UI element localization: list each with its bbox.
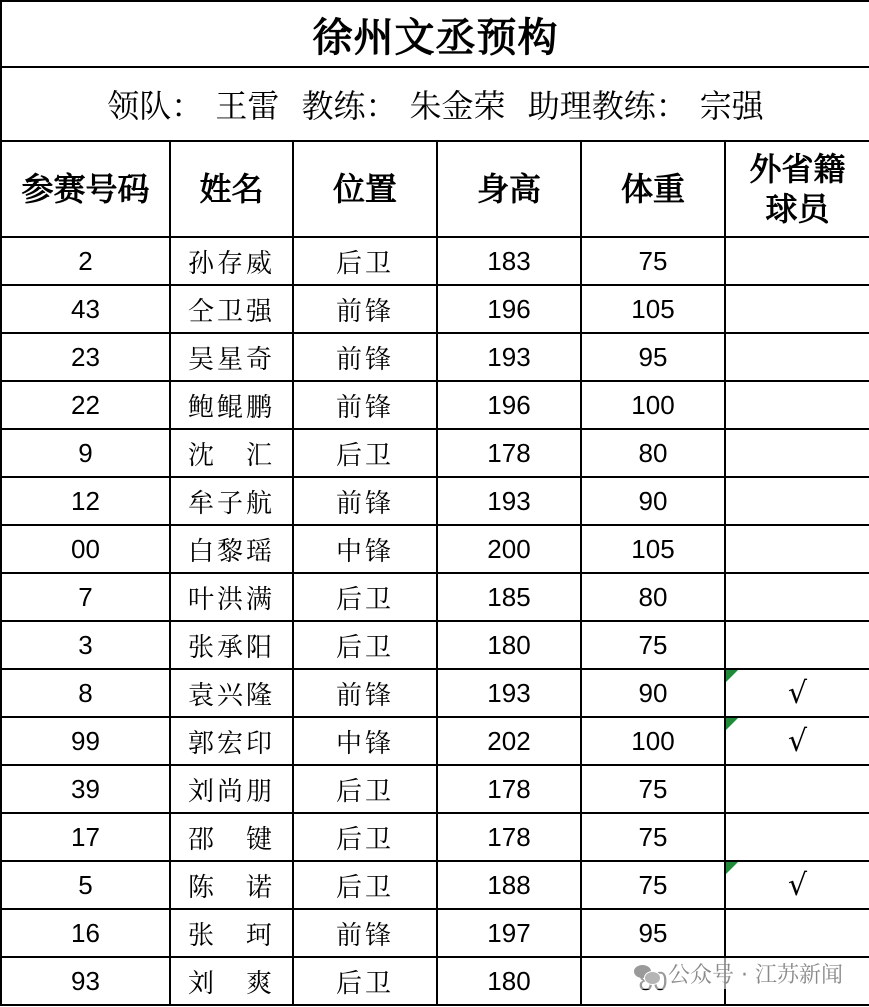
- cell-weight: 75: [581, 237, 725, 285]
- cell-height: 183: [437, 237, 581, 285]
- leader-name: 王雷: [215, 87, 280, 125]
- cell-number: 16: [1, 909, 170, 957]
- watermark-text: 公众号 · 江苏新闻: [668, 963, 843, 988]
- cell-out-of-province: [725, 429, 869, 477]
- table-row: [1, 285, 869, 333]
- table-row: [1, 861, 869, 909]
- cell-weight: 105: [581, 525, 725, 573]
- cell-weight: 95: [581, 909, 725, 957]
- cell-weight: 75: [581, 765, 725, 813]
- cell-number: 8: [1, 669, 170, 717]
- cell-number: 22: [1, 381, 170, 429]
- coach-name: 朱金荣: [409, 87, 506, 125]
- cell-name: 叶洪满: [170, 573, 293, 621]
- cell-position: 后卫: [293, 765, 437, 813]
- cell-weight: 75: [581, 621, 725, 669]
- cell-position: 后卫: [293, 573, 437, 621]
- cell-weight: 95: [581, 333, 725, 381]
- cell-out-of-province: [725, 909, 869, 957]
- cell-position: 中锋: [293, 525, 437, 573]
- cell-height: 202: [437, 717, 581, 765]
- cell-weight: 100: [581, 717, 725, 765]
- cell-weight: 90: [581, 477, 725, 525]
- cell-name: 吴星奇: [170, 333, 293, 381]
- cell-out-of-province: [725, 717, 869, 765]
- cell-position: 前锋: [293, 333, 437, 381]
- cell-number: 93: [1, 957, 170, 1005]
- cell-height: 193: [437, 477, 581, 525]
- cell-name: 沈 汇: [170, 429, 293, 477]
- cell-height: 188: [437, 861, 581, 909]
- header-number: 参赛号码: [1, 141, 170, 237]
- cell-name: 陈 诺: [170, 861, 293, 909]
- cell-name: 牟子航: [170, 477, 293, 525]
- cell-number: 23: [1, 333, 170, 381]
- cell-out-of-province: [725, 381, 869, 429]
- cell-height: 196: [437, 381, 581, 429]
- cell-height: 178: [437, 429, 581, 477]
- header-out-of-province-line1: 外省籍: [749, 150, 846, 188]
- table-row: [1, 429, 869, 477]
- cell-height: 193: [437, 669, 581, 717]
- cell-position: 后卫: [293, 429, 437, 477]
- cell-number: 39: [1, 765, 170, 813]
- staff-row: [1, 67, 869, 141]
- cell-position: 后卫: [293, 621, 437, 669]
- cell-position: 后卫: [293, 957, 437, 1005]
- cell-position: 后卫: [293, 237, 437, 285]
- cell-number: 9: [1, 429, 170, 477]
- assistant-coach-label: 助理教练：: [527, 87, 688, 125]
- cell-number: 2: [1, 237, 170, 285]
- cell-number: 3: [1, 621, 170, 669]
- table-row: [1, 477, 869, 525]
- table-row: [1, 381, 869, 429]
- cell-name: 张承阳: [170, 621, 293, 669]
- header-name: 姓名: [170, 141, 293, 237]
- coach-label: 教练：: [301, 87, 398, 125]
- cell-out-of-province: [725, 621, 869, 669]
- cell-name: 邵 键: [170, 813, 293, 861]
- cell-out-of-province: [725, 813, 869, 861]
- cell-name: 仝卫强: [170, 285, 293, 333]
- cell-weight: 105: [581, 285, 725, 333]
- cell-name: 刘尚朋: [170, 765, 293, 813]
- cell-weight: 100: [581, 381, 725, 429]
- table-row: [1, 525, 869, 573]
- cell-weight: 80: [581, 573, 725, 621]
- assistant-coach-name: 宗强: [699, 87, 764, 125]
- cell-number: 17: [1, 813, 170, 861]
- cell-position: 后卫: [293, 861, 437, 909]
- team-title: 徐州文丞预构: [1, 1, 869, 67]
- cell-weight: 75: [581, 813, 725, 861]
- cell-position: 前锋: [293, 477, 437, 525]
- cell-name: 刘 爽: [170, 957, 293, 1005]
- cell-number: 43: [1, 285, 170, 333]
- header-height: 身高: [437, 141, 581, 237]
- cell-number: 99: [1, 717, 170, 765]
- leader-label: 领队：: [107, 87, 204, 125]
- cell-height: 197: [437, 909, 581, 957]
- cell-name: 张 珂: [170, 909, 293, 957]
- cell-out-of-province: [725, 765, 869, 813]
- cell-height: 193: [437, 333, 581, 381]
- staff-info: [1, 67, 869, 141]
- title-row: [1, 1, 869, 67]
- cell-name: 郭宏印: [170, 717, 293, 765]
- cell-position: 前锋: [293, 285, 437, 333]
- cell-position: 后卫: [293, 813, 437, 861]
- cell-out-of-province: [725, 861, 869, 909]
- cell-height: 180: [437, 957, 581, 1005]
- cell-out-of-province: [725, 669, 869, 717]
- cell-out-of-province: [725, 237, 869, 285]
- table-row: [1, 765, 869, 813]
- cell-height: 196: [437, 285, 581, 333]
- table-row: [1, 237, 869, 285]
- cell-number: 00: [1, 525, 170, 573]
- table-row: [1, 813, 869, 861]
- cell-out-of-province: [725, 525, 869, 573]
- header-out-of-province-line2: 球员: [765, 190, 830, 228]
- cell-height: 178: [437, 765, 581, 813]
- table-row: [1, 909, 869, 957]
- check-mark: √: [787, 867, 808, 903]
- header-row: [1, 141, 869, 237]
- comment-flag-icon: [726, 670, 738, 682]
- cell-name: 鲍鲲鹏: [170, 381, 293, 429]
- table-row: [1, 333, 869, 381]
- header-weight: 体重: [581, 141, 725, 237]
- table-row: [1, 717, 869, 765]
- cell-number: 5: [1, 861, 170, 909]
- cell-weight: 90: [581, 669, 725, 717]
- cell-out-of-province: [725, 477, 869, 525]
- check-mark: √: [787, 675, 808, 711]
- cell-weight: 75: [581, 861, 725, 909]
- cell-position: 前锋: [293, 669, 437, 717]
- check-mark: √: [787, 723, 808, 759]
- cell-name: 孙存威: [170, 237, 293, 285]
- cell-weight: 80: [581, 429, 725, 477]
- cell-height: 180: [437, 621, 581, 669]
- cell-position: 中锋: [293, 717, 437, 765]
- cell-out-of-province: [725, 573, 869, 621]
- table-row: [1, 669, 869, 717]
- cell-out-of-province: [725, 285, 869, 333]
- table-row: [1, 621, 869, 669]
- cell-height: 185: [437, 573, 581, 621]
- watermark: [634, 958, 843, 989]
- wechat-icon: [634, 963, 660, 985]
- cell-out-of-province: [725, 333, 869, 381]
- comment-flag-icon: [726, 862, 738, 874]
- comment-flag-icon: [726, 718, 738, 730]
- cell-name: 袁兴隆: [170, 669, 293, 717]
- header-out-of-province: [725, 141, 869, 237]
- cell-position: 前锋: [293, 909, 437, 957]
- cell-height: 178: [437, 813, 581, 861]
- cell-name: 白黎瑶: [170, 525, 293, 573]
- cell-position: 前锋: [293, 381, 437, 429]
- cell-number: 7: [1, 573, 170, 621]
- cell-height: 200: [437, 525, 581, 573]
- table-row: [1, 573, 869, 621]
- cell-number: 12: [1, 477, 170, 525]
- header-position: 位置: [293, 141, 437, 237]
